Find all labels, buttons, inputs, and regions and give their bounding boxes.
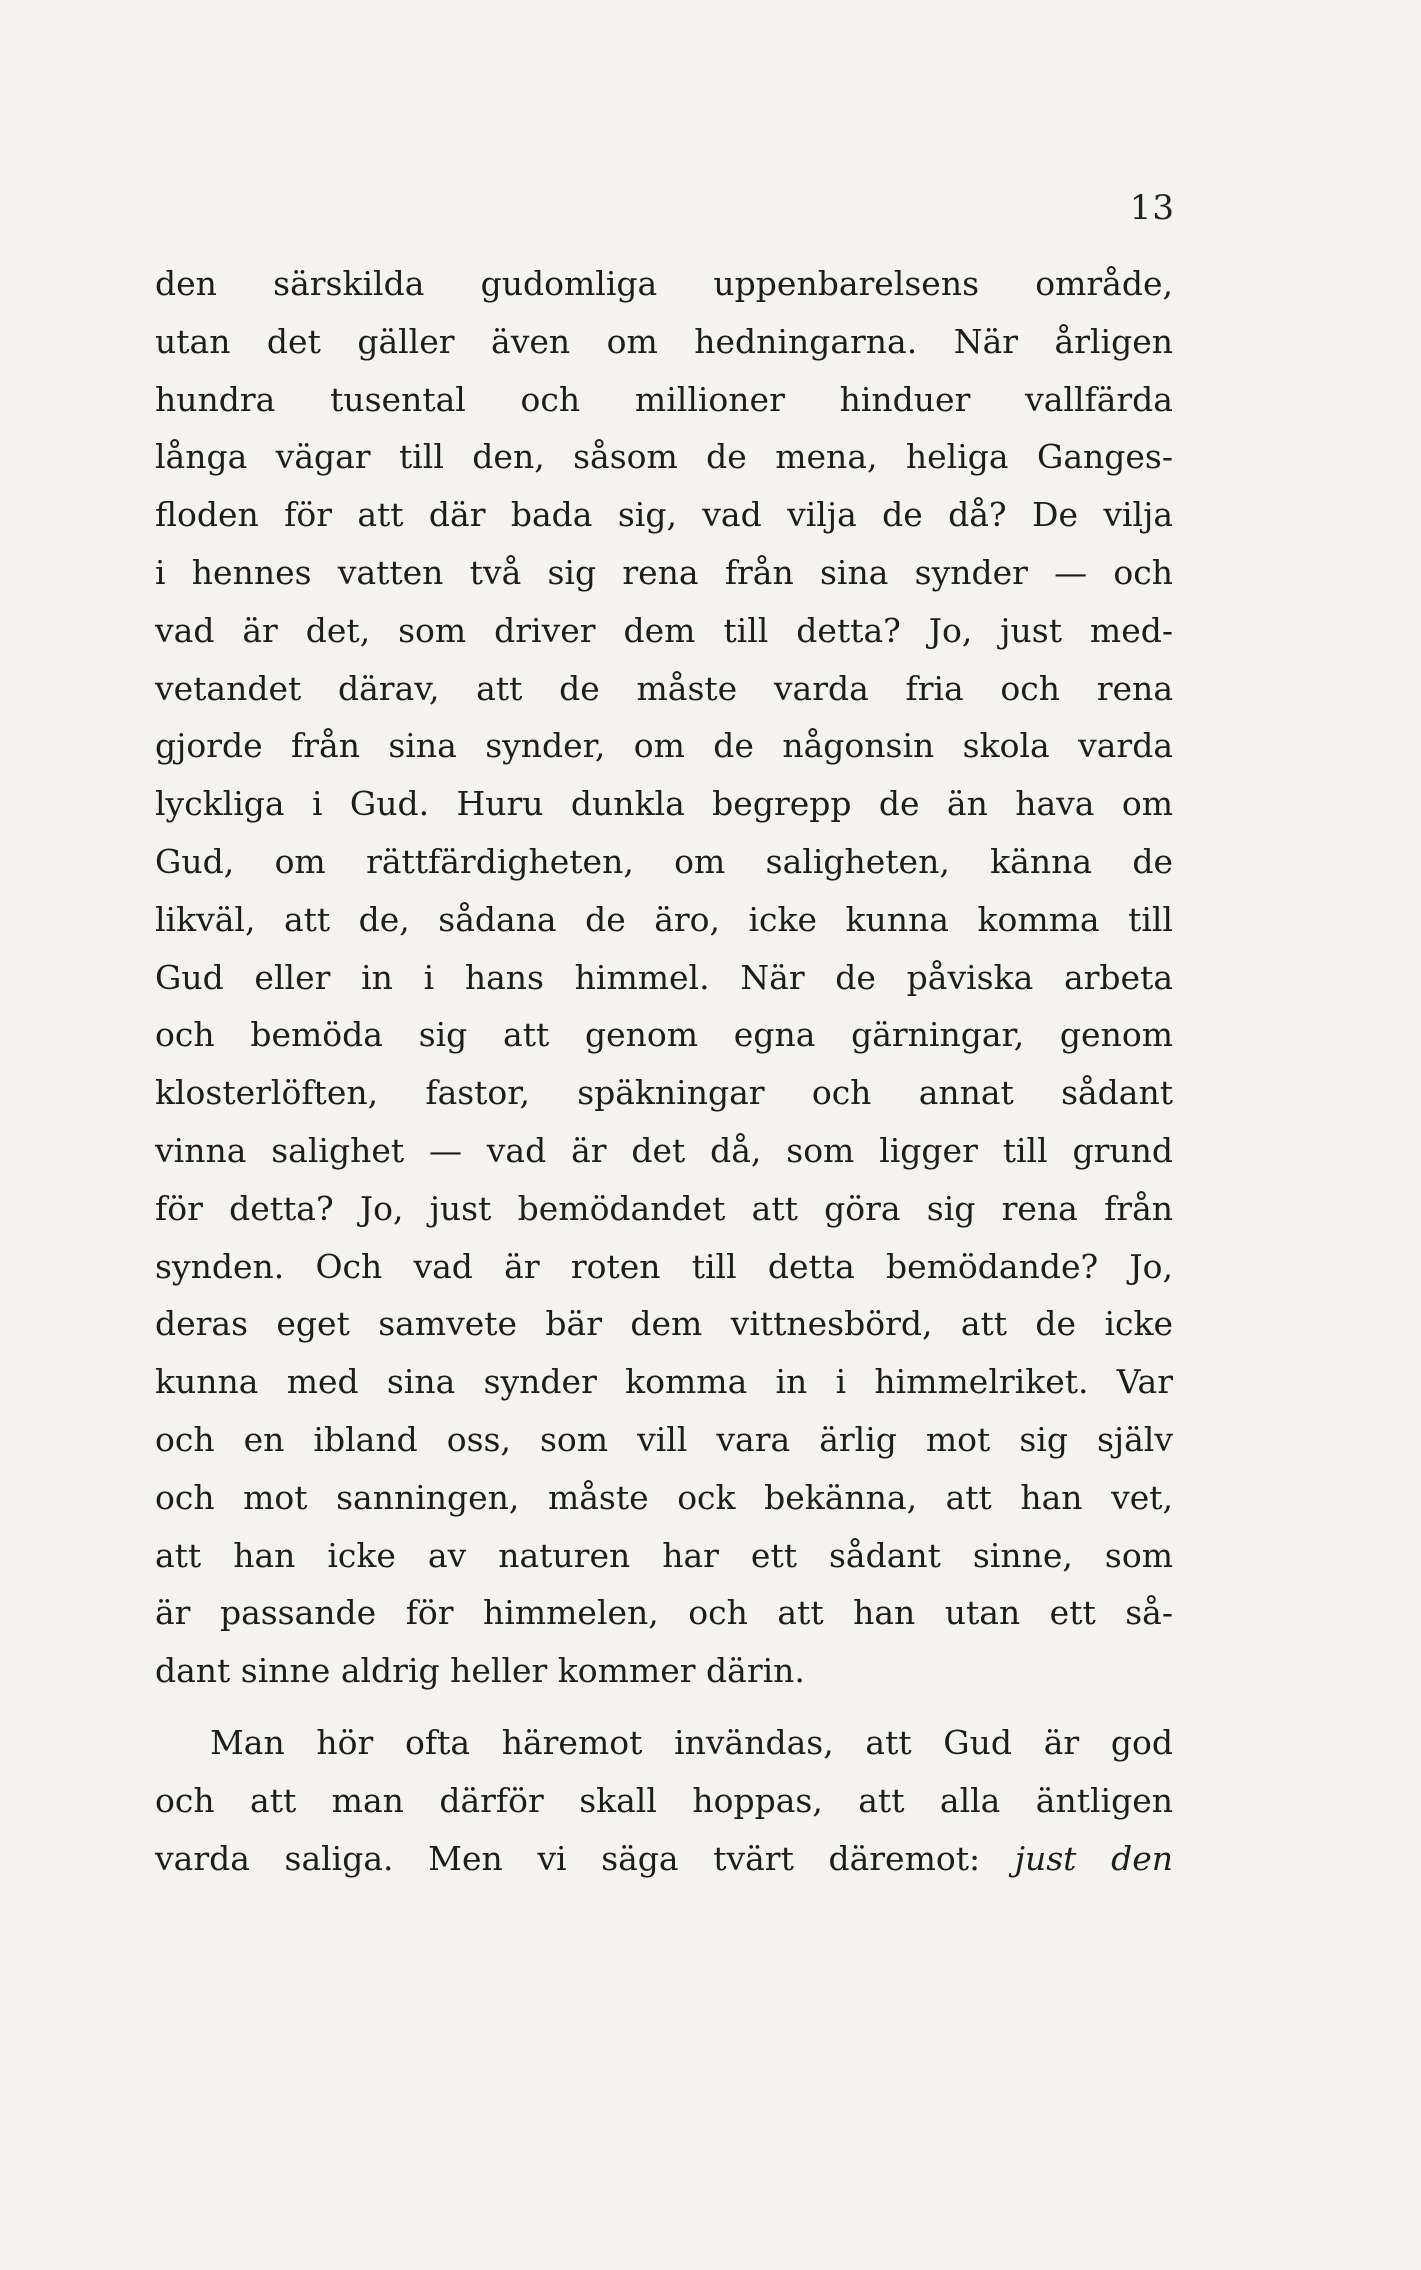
text-line: och en ibland oss, som vill vara ärlig mot sig själv [155, 1419, 1173, 1459]
text-line: vinna salighet — vad är det då, som ligger till grund [155, 1130, 1173, 1170]
text-line: att han icke av naturen har ett sådant sinne, som [155, 1535, 1173, 1575]
text-line: Gud, om rättfärdigheten, om saligheten, känna de [155, 841, 1173, 881]
text-line: Gud eller in i hans himmel. När de påviska arbeta [155, 957, 1173, 997]
text-line: den särskilda gudomliga uppenbarelsens område, [155, 264, 1173, 303]
text-line: utan det gäller även om hedningarna. När årligen [155, 321, 1173, 361]
italic-phrase: just den [1014, 1838, 1173, 1878]
text-line: gjorde från sina synder, om de någonsin skola varda [155, 726, 1173, 766]
text-line: hundra tusental och millioner hinduer vallfärda [155, 379, 1173, 419]
text-line: långa vägar till den, såsom de mena, heliga Ganges- [155, 437, 1173, 477]
text-line: lyckliga i Gud. Huru dunkla begrepp de än hava om [155, 784, 1173, 824]
text-line: likväl, att de, sådana de äro, icke kunna komma till [155, 899, 1173, 939]
text-line: deras eget samvete bär dem vittnesbörd, att de icke [155, 1304, 1173, 1344]
body-text [155, 255, 1173, 1887]
text-line-last [155, 1830, 1173, 1888]
text-line: Man hör ofta häremot invändas, att Gud är god [210, 1722, 1173, 1762]
page-number: 13 [1129, 188, 1175, 228]
text-line: och mot sanningen, måste ock bekänna, att han vet, [155, 1477, 1173, 1517]
text-line: är passande för himmelen, och att han utan ett så- [155, 1593, 1173, 1633]
paragraph-2 [155, 1714, 1173, 1887]
paragraph-1 [155, 255, 1173, 1700]
text-line: kunna med sina synder komma in i himmelriket. Var [155, 1362, 1173, 1402]
text-line: och att man därför skall hoppas, att alla äntligen [155, 1780, 1173, 1820]
text-line: floden för att där bada sig, vad vilja de då? De vilja [155, 495, 1173, 535]
text-line: vetandet därav, att de måste varda fria och rena [155, 668, 1173, 708]
text-line: i hennes vatten två sig rena från sina synder — och [155, 552, 1173, 592]
text-line: vad är det, som driver dem till detta? Jo, just med- [155, 610, 1173, 650]
text-line: synden. Och vad är roten till detta bemödande? Jo, [155, 1246, 1173, 1286]
text-line: för detta? Jo, just bemödandet att göra sig rena från [155, 1188, 1173, 1228]
text-line: klosterlöften, fastor, späkningar och annat sådant [155, 1073, 1173, 1113]
text-line: och bemöda sig att genom egna gärningar, genom [155, 1015, 1173, 1055]
text-line: dant sinne aldrig heller kommer därin. [155, 1651, 805, 1691]
text-line-start: varda saliga. Men vi säga tvärt däremot: [155, 1838, 981, 1878]
